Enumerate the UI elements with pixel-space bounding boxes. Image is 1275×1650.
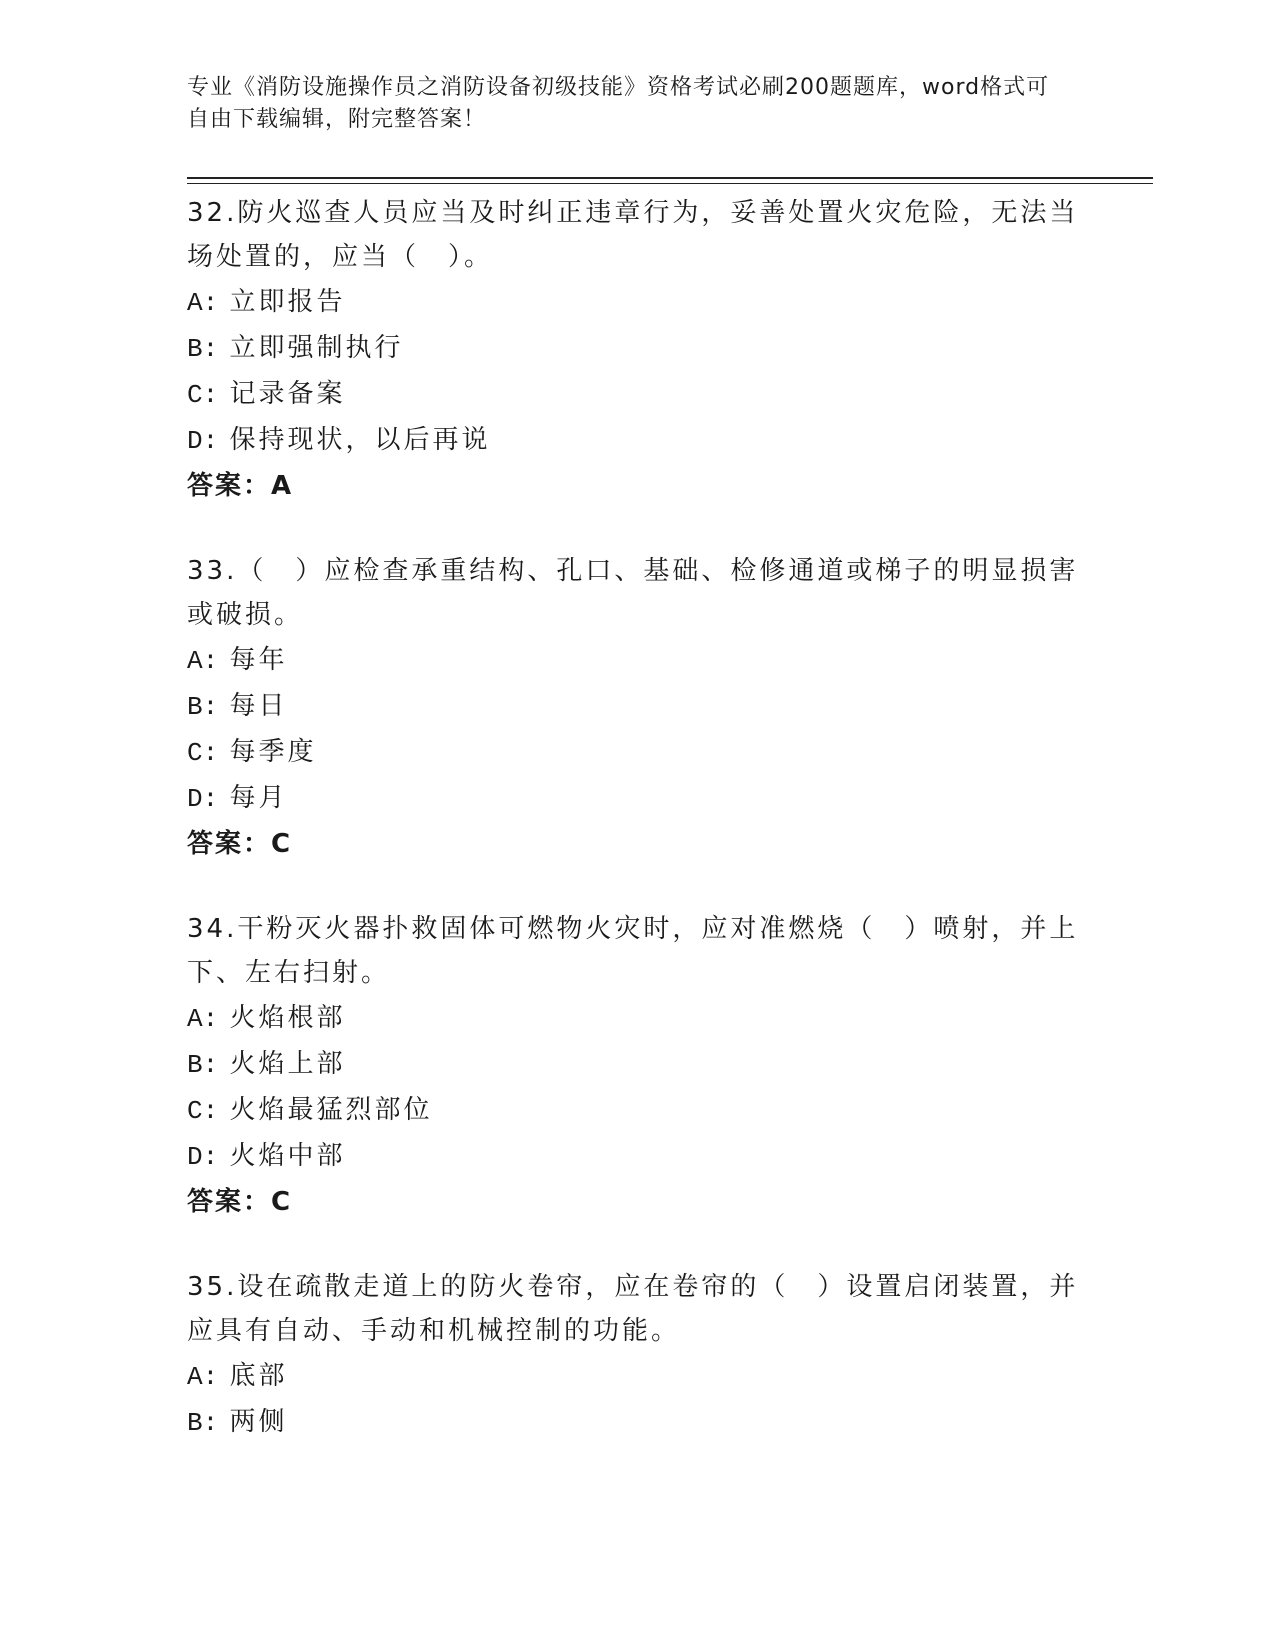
option-label: C: [187,738,219,768]
question-stem: 33.（ ）应检查承重结构、孔口、基础、检修通道或梯子的明显损害或破损。 [187,556,1079,630]
option-label: C: [187,380,219,410]
option-text: 火焰中部 [229,1141,346,1171]
option-text: 立即强制执行 [229,333,404,363]
question-34 [187,907,1087,1224]
option-text: 两侧 [229,1407,288,1437]
option-text: 每日 [229,691,288,721]
option-label: A: [187,646,219,676]
option-label: B: [187,1408,219,1438]
option-label: D: [187,426,219,456]
option-label: C: [187,1096,219,1126]
answer: 答案：C [187,1187,293,1217]
question-stem: 32.防火巡查人员应当及时纠正违章行为，妥善处置火灾危险，无法当场处置的，应当（ ）。 [187,198,1079,272]
option-text: 底部 [229,1361,288,1391]
option-label: A: [187,1004,219,1034]
option-a [187,1354,1087,1399]
question-33 [187,549,1087,866]
option-b [187,684,1087,729]
option-label: B: [187,692,219,722]
option-text: 每年 [229,645,288,675]
document-header: 专业《消防设施操作员之消防设备初级技能》资格考试必刷200题题库，word格式可自由下载编辑，附完整答案！ [187,75,1050,132]
answer: 答案：A [187,471,294,501]
option-d [187,418,1087,463]
option-text: 保持现状，以后再说 [229,425,491,455]
option-c [187,730,1087,775]
question-stem: 34.干粉灭火器扑救固体可燃物火灾时，应对准燃烧（ ）喷射，并上下、左右扫射。 [187,914,1079,988]
option-a [187,280,1087,325]
option-label: B: [187,334,219,364]
option-label: D: [187,784,219,814]
option-text: 每月 [229,783,288,813]
option-c [187,372,1087,417]
option-text: 火焰根部 [229,1003,346,1033]
option-b [187,326,1087,371]
option-b [187,1042,1087,1087]
option-label: D: [187,1142,219,1172]
option-text: 火焰上部 [229,1049,346,1079]
question-32 [187,191,1087,508]
option-b [187,1400,1087,1445]
option-label: A: [187,288,219,318]
option-label: A: [187,1362,219,1392]
option-label: B: [187,1050,219,1080]
option-a [187,996,1087,1041]
option-d [187,776,1087,821]
option-a [187,638,1087,683]
option-text: 火焰最猛烈部位 [229,1095,433,1125]
option-text: 每季度 [229,737,317,767]
answer: 答案：C [187,829,293,859]
header-divider-thick [187,177,1153,179]
option-text: 记录备案 [229,379,346,409]
option-d [187,1134,1087,1179]
option-c [187,1088,1087,1133]
question-35 [187,1265,1087,1445]
option-text: 立即报告 [229,287,346,317]
question-stem: 35.设在疏散走道上的防火卷帘，应在卷帘的（ ）设置启闭装置，并应具有自动、手动和机械控制的功能。 [187,1272,1079,1346]
header-divider-thin [187,183,1153,184]
